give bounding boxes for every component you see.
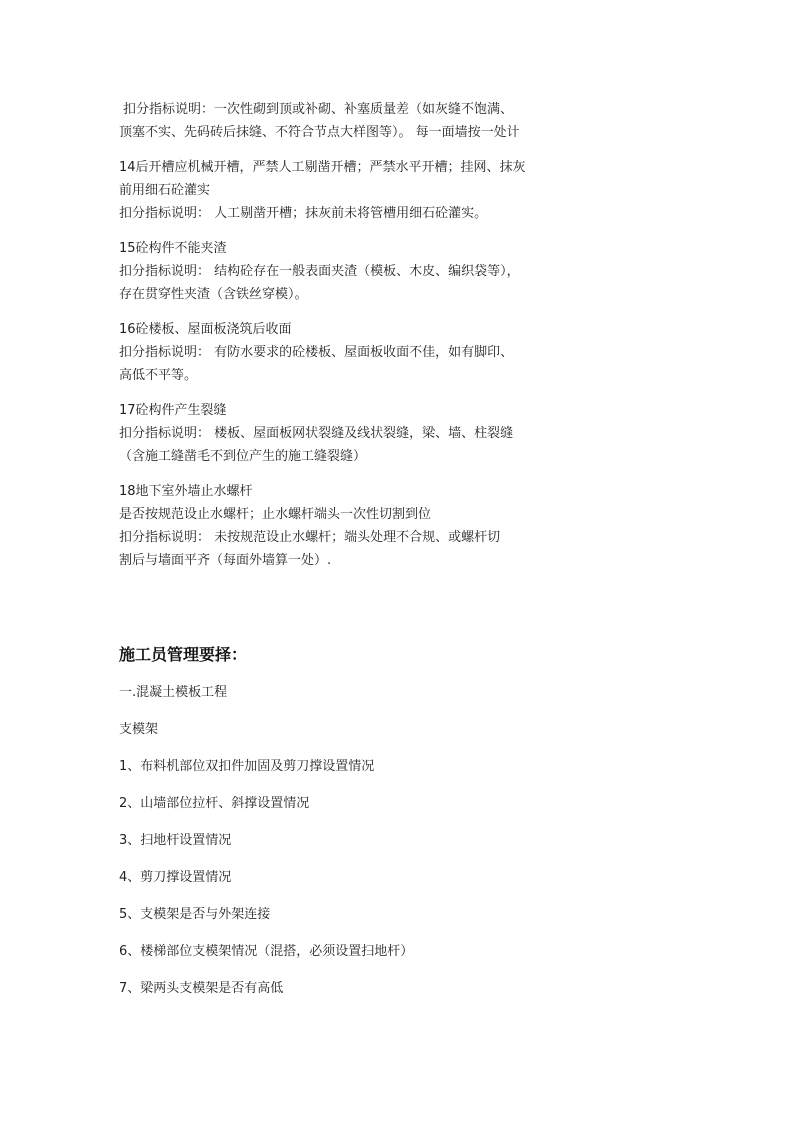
list-item: 7、梁两头支模架是否有高低 (119, 981, 284, 996)
item-17 (119, 399, 569, 468)
list-item: 6、楼梯部位支模架情况（混搭，必须设置扫地杆） (119, 944, 414, 959)
item-desc-line: （含施工缝凿毛不到位产生的施工缝裂缝） (119, 449, 367, 464)
list-item: 1、布料机部位双扣件加固及剪刀撑设置情况 (119, 759, 375, 774)
item-desc-line: 高低不平等。 (119, 368, 198, 383)
intro-paragraph (119, 98, 569, 144)
list-item: 4、剪刀撑设置情况 (119, 870, 232, 885)
intro-line: 扣分指标说明：一次性砌到顶或补砌、补塞质量差（如灰缝不饱满、 (123, 102, 514, 117)
item-18 (119, 480, 569, 572)
item-title-line: 15砼构件不能夹渣 (119, 241, 227, 256)
item-desc-line: 扣分指标说明： 人工剔凿开槽；抹灰前未将管槽用细石砼灌实。 (119, 206, 488, 221)
section-subheading: 支模架 (119, 722, 159, 737)
item-desc-line: 存在贯穿性夹渣（含铁丝穿模）。 (119, 287, 308, 302)
item-title-line: 前用细石砼灌实 (119, 183, 211, 198)
list-item: 3、扫地杆设置情况 (119, 833, 232, 848)
intro-line: 顶塞不实、先码砖后抹缝、不符合节点大样图等）。 每一面墙按一处计 (119, 125, 520, 140)
section-heading: 施工员管理要择： (119, 645, 248, 664)
list-item: 2、山墙部位拉杆、斜撑设置情况 (119, 796, 310, 811)
item-title-line: 16砼楼板、屋面板浇筑后收面 (119, 322, 292, 337)
document-body (119, 98, 569, 584)
item-desc-line: 扣分指标说明： 楼板、屋面板网状裂缝及线状裂缝，梁、墙、柱裂缝 (119, 426, 514, 441)
item-title-line: 18地下室外墙止水螺杆 (119, 484, 253, 499)
item-desc-line: 扣分指标说明： 结构砼存在一般表面夹渣（模板、木皮、编织袋等）， (119, 264, 520, 279)
section-subtitle: 一.混凝土模板工程 (119, 685, 228, 700)
item-title-line: 是否按规范设止水螺杆；止水螺杆端头一次性切割到位 (119, 507, 432, 522)
section-list (119, 683, 569, 1016)
list-item: 5、支模架是否与外架连接 (119, 907, 271, 922)
item-15 (119, 237, 569, 306)
item-title-line: 14后开槽应机械开槽，严禁人工剔凿开槽；严禁水平开槽；挂网、抹灰 (119, 160, 526, 175)
item-desc-line: 扣分指标说明： 有防水要求的砼楼板、屋面板收面不佳，如有脚印、 (119, 345, 514, 360)
item-16 (119, 318, 569, 387)
item-title-line: 17砼构件产生裂缝 (119, 403, 227, 418)
item-14 (119, 156, 569, 225)
item-desc-line: 扣分指标说明： 未按规范设止水螺杆；端头处理不合规、或螺杆切 (119, 530, 501, 545)
item-desc-line: 割后与墙面平齐（每面外墙算一处）. (119, 553, 332, 568)
